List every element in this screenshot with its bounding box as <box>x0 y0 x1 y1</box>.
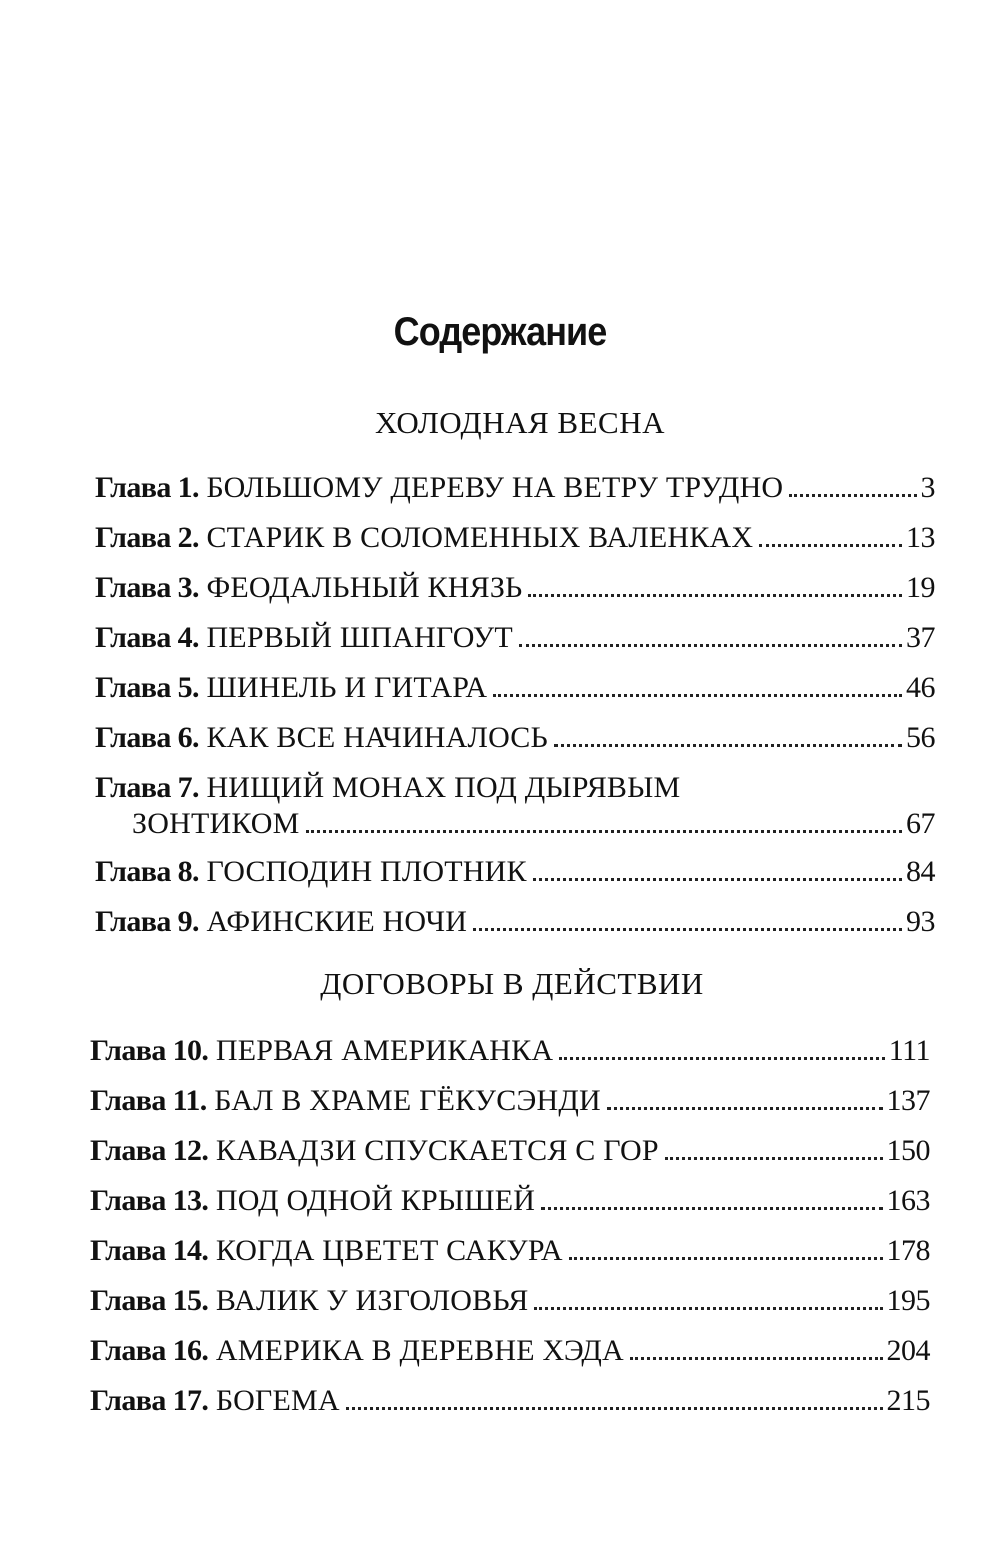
dot-leader <box>665 1156 883 1160</box>
page-number: 93 <box>906 905 935 938</box>
chapter-title: АФИНСКИЕ НОЧИ <box>206 905 468 938</box>
toc-list <box>95 470 935 954</box>
chapter-label: Глава 11. <box>90 1084 207 1117</box>
page-number: 37 <box>906 621 935 654</box>
chapter-label: Глава 7. <box>95 771 199 804</box>
chapter-title: КОГДА ЦВЕТЕТ САКУРА <box>215 1234 563 1267</box>
toc-entry[interactable] <box>95 720 935 756</box>
chapter-title-continued: ЗОНТИКОМ <box>132 807 300 840</box>
chapter-label: Глава 1. <box>95 471 199 504</box>
chapter-title: ШИНЕЛЬ И ГИТАРА <box>206 671 488 704</box>
dot-leader <box>306 829 902 833</box>
toc-entry[interactable] <box>95 570 935 606</box>
chapter-title: БОГЕМА <box>215 1384 340 1417</box>
chapter-title: КАК ВСЕ НАЧИНАЛОСЬ <box>206 721 548 754</box>
dot-leader <box>346 1406 883 1410</box>
toc-entry[interactable] <box>95 770 935 840</box>
page-number: 163 <box>886 1184 930 1217</box>
chapter-label: Глава 13. <box>90 1184 209 1217</box>
toc-entry[interactable] <box>90 1183 930 1219</box>
chapter-title: ФЕОДАЛЬНЫЙ КНЯЗЬ <box>206 571 523 604</box>
chapter-title: ГОСПОДИН ПЛОТНИК <box>206 855 527 888</box>
chapter-title: БАЛ В ХРАМЕ ГЁКУСЭНДИ <box>214 1084 601 1117</box>
dot-leader <box>789 493 916 497</box>
chapter-label: Глава 14. <box>90 1234 209 1267</box>
toc-entry[interactable] <box>90 1083 930 1119</box>
toc-entry[interactable] <box>90 1333 930 1369</box>
chapter-title: ПОД ОДНОЙ КРЫШЕЙ <box>215 1184 536 1217</box>
toc-entry[interactable] <box>95 520 935 556</box>
chapter-label: Глава 12. <box>90 1134 209 1167</box>
page-number: 84 <box>906 855 935 888</box>
dot-leader <box>528 593 902 597</box>
chapter-label: Глава 8. <box>95 855 199 888</box>
dot-leader <box>493 693 902 697</box>
chapter-title: СТАРИК В СОЛОМЕННЫХ ВАЛЕНКАХ <box>206 521 754 554</box>
chapter-label: Глава 6. <box>95 721 199 754</box>
toc-entry[interactable] <box>95 854 935 890</box>
page-number: 67 <box>906 807 935 840</box>
toc-entry-line <box>95 770 935 806</box>
dot-leader <box>519 643 902 647</box>
page-title: Содержание <box>393 310 607 354</box>
page-number: 19 <box>906 571 935 604</box>
chapter-title: ПЕРВЫЙ ШПАНГОУТ <box>206 621 513 654</box>
page-number: 204 <box>886 1334 930 1367</box>
toc-entry[interactable] <box>95 470 935 506</box>
page-number: 178 <box>886 1234 930 1267</box>
dot-leader <box>473 927 902 931</box>
chapter-label: Глава 15. <box>90 1284 209 1317</box>
dot-leader <box>630 1356 883 1360</box>
toc-entry[interactable] <box>95 904 935 940</box>
chapter-label: Глава 9. <box>95 905 199 938</box>
toc-list <box>90 1033 930 1433</box>
chapter-title: КАВАДЗИ СПУСКАЕТСЯ С ГОР <box>215 1134 659 1167</box>
page-number: 195 <box>886 1284 930 1317</box>
dot-leader <box>759 543 902 547</box>
chapter-label: Глава 10. <box>90 1034 209 1067</box>
dot-leader <box>534 1306 882 1310</box>
page-number: 56 <box>906 721 935 754</box>
chapter-title: НИЩИЙ МОНАХ ПОД ДЫРЯВЫМ <box>206 771 681 804</box>
dot-leader <box>569 1256 883 1260</box>
part-heading: ДОГОВОРЫ В ДЕЙСТВИИ <box>320 966 704 1001</box>
chapter-label: Глава 2. <box>95 521 199 554</box>
toc-entry[interactable] <box>90 1233 930 1269</box>
chapter-title: ВАЛИК У ИЗГОЛОВЬЯ <box>215 1284 529 1317</box>
toc-entry[interactable] <box>90 1283 930 1319</box>
toc-entry[interactable] <box>90 1033 930 1069</box>
part-heading: ХОЛОДНАЯ ВЕСНА <box>375 405 665 440</box>
chapter-label: Глава 17. <box>90 1384 209 1417</box>
dot-leader <box>607 1106 883 1110</box>
page-number: 111 <box>888 1034 930 1067</box>
page-number: 215 <box>886 1384 930 1417</box>
toc-entry[interactable] <box>90 1133 930 1169</box>
chapter-label: Глава 5. <box>95 671 199 704</box>
dot-leader <box>554 743 902 747</box>
page-number: 13 <box>906 521 935 554</box>
dot-leader <box>541 1206 882 1210</box>
toc-entry-line <box>95 806 935 840</box>
toc-entry[interactable] <box>95 670 935 706</box>
chapter-title: АМЕРИКА В ДЕРЕВНЕ ХЭДА <box>215 1334 624 1367</box>
chapter-label: Глава 4. <box>95 621 199 654</box>
dot-leader <box>533 877 902 881</box>
toc-entry[interactable] <box>95 620 935 656</box>
toc-entry[interactable] <box>90 1383 930 1419</box>
chapter-title: ПЕРВАЯ АМЕРИКАНКА <box>215 1034 554 1067</box>
page-number: 3 <box>920 471 935 504</box>
dot-leader <box>559 1056 884 1060</box>
page-number: 46 <box>906 671 935 704</box>
page-number: 150 <box>886 1134 930 1167</box>
chapter-label: Глава 3. <box>95 571 199 604</box>
chapter-title: БОЛЬШОМУ ДЕРЕВУ НА ВЕТРУ ТРУДНО <box>206 471 784 504</box>
page-number: 137 <box>886 1084 930 1117</box>
chapter-label: Глава 16. <box>90 1334 209 1367</box>
